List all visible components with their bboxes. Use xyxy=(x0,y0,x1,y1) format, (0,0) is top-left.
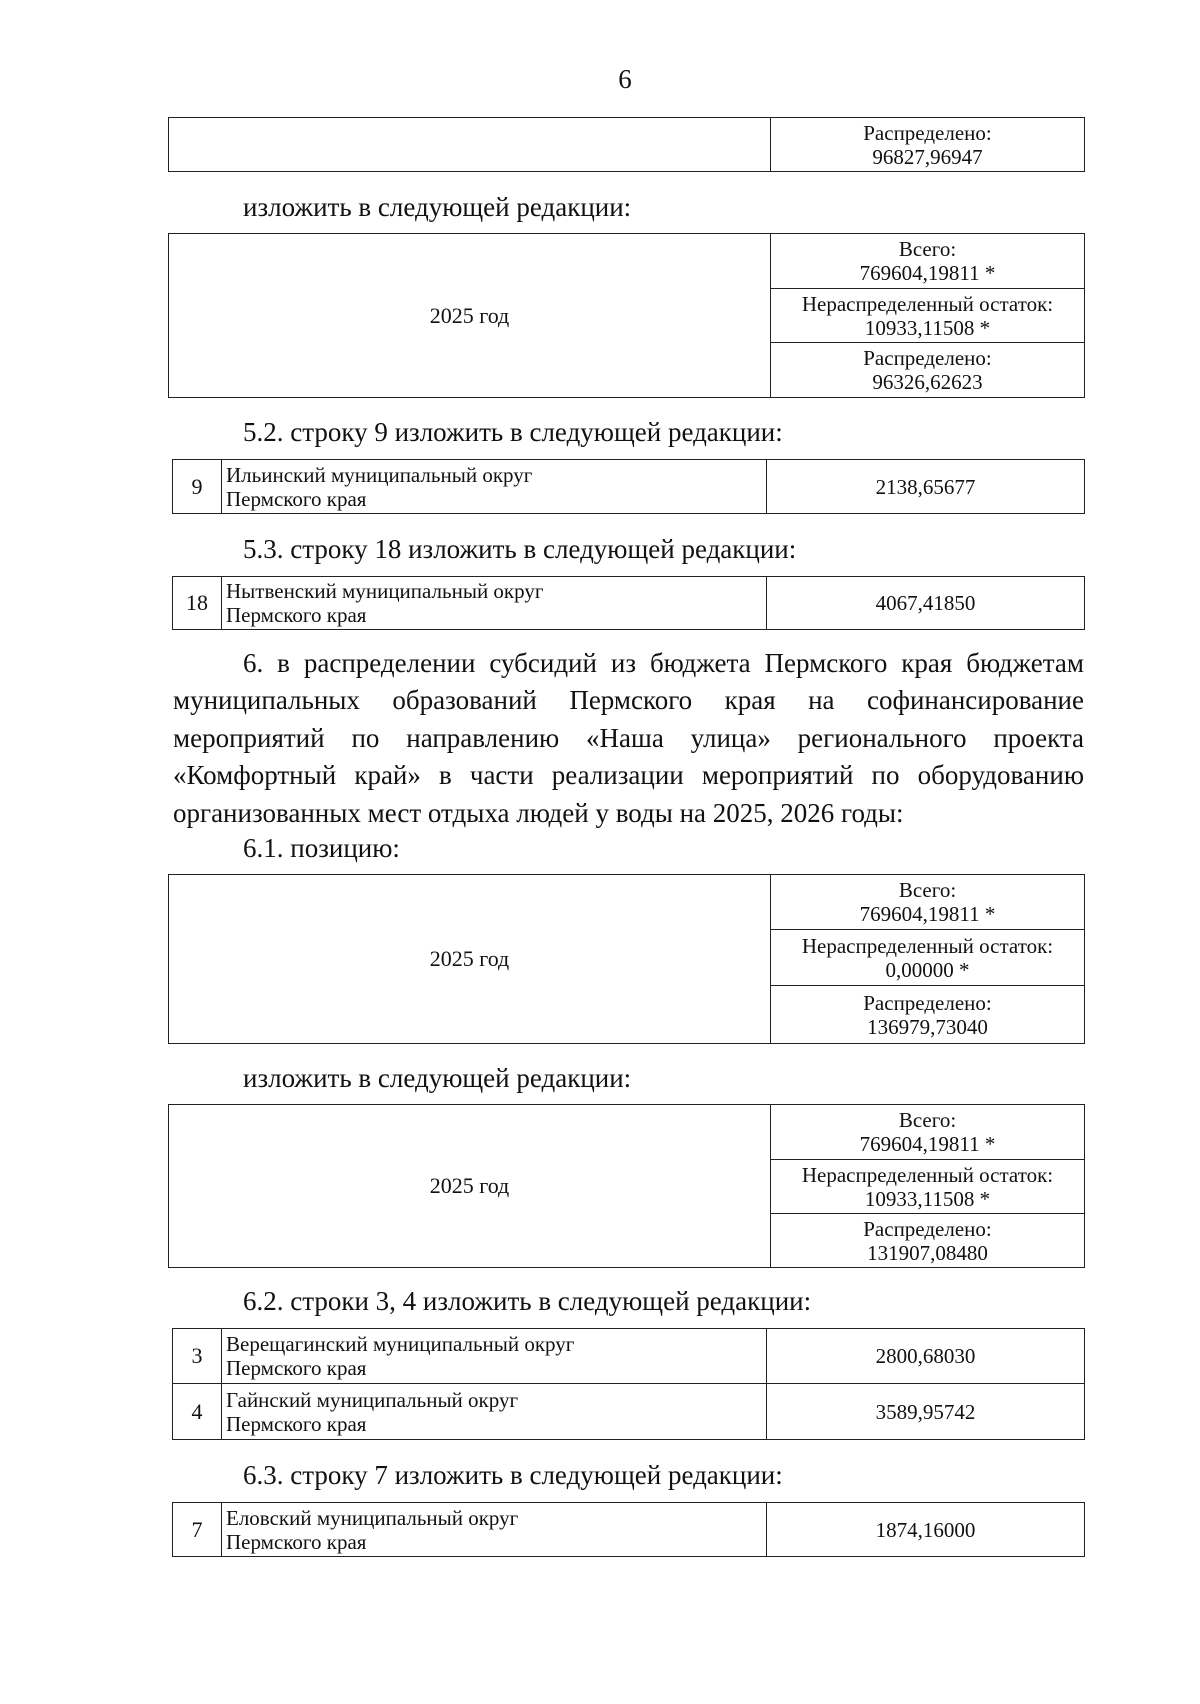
distributed-label: Распределено: xyxy=(863,346,992,370)
total-label: Всего: xyxy=(898,237,957,261)
instruction-text: изложить в следующей редакции: xyxy=(243,192,632,222)
distributed-value: 136979,73040 xyxy=(867,1014,988,1039)
total-label: Всего: xyxy=(898,878,957,902)
page-number: 6 xyxy=(618,64,632,94)
table-2025-new-2 xyxy=(168,1104,1085,1268)
distributed-value: 96827,96947 xyxy=(872,144,983,169)
municipality-name xyxy=(222,1329,767,1384)
row-number: 3 xyxy=(173,1329,222,1384)
unallocated-label: Нераспределенный остаток: xyxy=(801,291,1054,316)
year-cell: 2025 год xyxy=(169,234,771,398)
row-number: 9 xyxy=(173,460,222,514)
unallocated-cell xyxy=(771,1160,1085,1214)
name-line: Пермского края xyxy=(226,486,367,511)
table-row-18 xyxy=(172,576,1085,630)
distributed-value: 96326,62623 xyxy=(872,370,983,394)
name-line: Ильинский муниципальный округ xyxy=(226,462,533,487)
name-line: Пермского края xyxy=(226,603,367,627)
table-2025-old xyxy=(168,874,1085,1044)
paragraph-6 xyxy=(173,645,1084,832)
instruction-text: изложить в следующей редакции: xyxy=(243,1063,632,1093)
row-number: 7 xyxy=(173,1503,222,1557)
total-cell xyxy=(771,875,1085,930)
year-cell: 2025 год xyxy=(169,1105,771,1268)
unallocated-cell xyxy=(771,289,1085,343)
heading-5-3: 5.3. строку 18 изложить в следующей редакции: xyxy=(243,534,797,564)
table-row-7 xyxy=(172,1502,1085,1557)
unallocated-value: 0,00000 * xyxy=(885,957,970,982)
heading-5-2: 5.2. строку 9 изложить в следующей редакции: xyxy=(243,417,783,447)
row-number: 4 xyxy=(173,1384,222,1440)
row-number: 18 xyxy=(173,577,222,630)
heading-6-2: 6.2. строки 3, 4 изложить в следующей редакции: xyxy=(243,1286,812,1316)
municipality-name xyxy=(222,1503,767,1557)
municipality-name xyxy=(222,1384,767,1440)
name-line: Нытвенский муниципальный округ xyxy=(226,579,544,603)
total-cell xyxy=(771,234,1085,289)
amount: 3589,95742 xyxy=(767,1384,1085,1440)
unallocated-value: 10933,11508 * xyxy=(864,1186,991,1211)
municipality-name xyxy=(222,460,767,514)
name-line: Пермского края xyxy=(226,1529,367,1554)
heading-6-1: 6.1. позицию: xyxy=(243,833,400,863)
total-cell xyxy=(771,1105,1085,1160)
distributed-label: Распределено: xyxy=(863,1216,992,1241)
total-value: 769604,19811 * xyxy=(859,261,996,285)
distributed-cell xyxy=(771,986,1085,1044)
name-line: Пермского края xyxy=(226,1411,367,1436)
unallocated-cell xyxy=(771,930,1085,986)
distributed-cell xyxy=(771,1214,1085,1268)
paragraph-line: 6. в распределении субсидий из бюджета Пермского края бюджетам xyxy=(243,648,1084,678)
amount: 1874,16000 xyxy=(767,1503,1085,1557)
total-value: 769604,19811 * xyxy=(859,902,996,926)
distributed-cell xyxy=(771,118,1085,172)
name-line: Пермского края xyxy=(226,1356,367,1380)
amount: 4067,41850 xyxy=(767,577,1085,630)
total-value: 769604,19811 * xyxy=(859,1132,996,1156)
name-line: Верещагинский муниципальный округ xyxy=(226,1332,575,1356)
distributed-label: Распределено: xyxy=(863,120,992,145)
name-line: Еловский муниципальный округ xyxy=(226,1505,519,1530)
municipality-name xyxy=(222,577,767,630)
paragraph-line: «Комфортный край» в части реализации мероприятий по оборудованию xyxy=(173,760,1084,791)
total-label: Всего: xyxy=(898,1108,957,1132)
paragraph-line: мероприятий по направлению «Наша улица» регионального проекта xyxy=(173,722,1084,753)
empty-cell xyxy=(169,118,771,172)
distributed-value: 131907,08480 xyxy=(867,1240,988,1265)
amount: 2138,65677 xyxy=(767,460,1085,514)
amount: 2800,68030 xyxy=(767,1329,1085,1384)
unallocated-label: Нераспределенный остаток: xyxy=(801,933,1054,958)
paragraph-line: муниципальных образований Пермского края на софинансирование xyxy=(173,685,1084,716)
paragraph-line: организованных мест отдыха людей у воды на 2025, 2026 годы: xyxy=(173,797,904,828)
year-cell: 2025 год xyxy=(169,875,771,1044)
unallocated-label: Нераспределенный остаток: xyxy=(801,1162,1054,1187)
table-row xyxy=(173,1329,1085,1384)
distributed-cell xyxy=(771,343,1085,398)
distributed-label: Распределено: xyxy=(863,990,992,1015)
table-row xyxy=(173,1384,1085,1440)
heading-6-3: 6.3. строку 7 изложить в следующей редакции: xyxy=(243,1460,783,1490)
unallocated-value: 10933,11508 * xyxy=(864,315,991,340)
table-rows-3-4 xyxy=(172,1328,1085,1440)
name-line: Гайнский муниципальный округ xyxy=(226,1387,519,1412)
table-distributed-old xyxy=(168,117,1085,172)
table-row-9 xyxy=(172,459,1085,514)
table-2025-new xyxy=(168,233,1085,398)
